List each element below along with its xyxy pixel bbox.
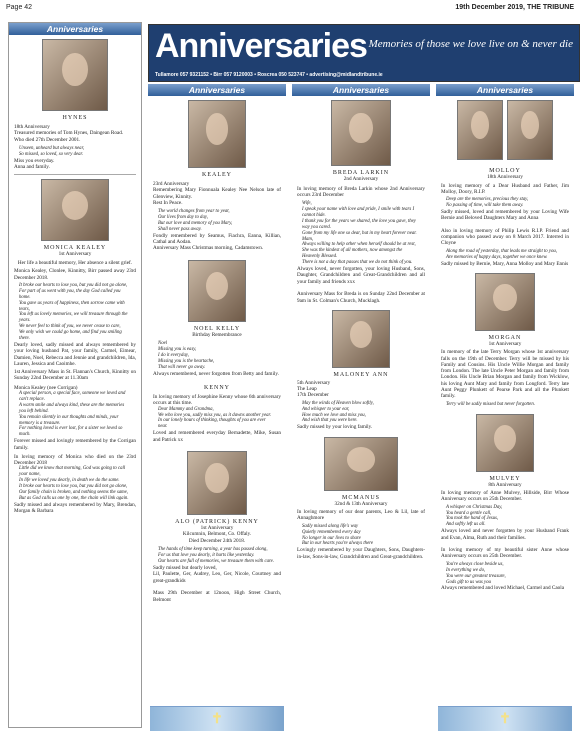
page-number: Page 42 (6, 4, 33, 11)
name-kealey: KEALEY (202, 172, 232, 178)
verse3-monica-5: But as God calls us one by one, the chain will link again. (19, 496, 129, 501)
verse2-monica-1: A special person, a special face, someone we loved and can't replace. (19, 391, 126, 402)
verse-mulvey-3: You took the hand of Jesus, (446, 516, 499, 522)
text-hynes-3: Who died 27th December 2001. (14, 136, 81, 143)
photo-hynes (42, 39, 108, 111)
name-hynes: HYNES (62, 115, 88, 121)
verse-kenny-2: We who love you, sadly miss you, as it dawns another year. (158, 412, 272, 418)
verse-kealey-3: But our love and memory of you Mary, (158, 221, 233, 226)
body-morgan: In memory of the late Terry Morgan whose 1st anniversary falls on the 19th of December. Terry will be missed by his Family and Cousins. His Uncle Willie Morgan and family from London. The late Uncle Peter Morgan and family from London. His Uncle Brian Morgan and family from Wicklow, his loving Aunt Mary and family from Longford. Terry late Aunt Peggy Plunkett of Pearse Park and all the Plunkett family. (441, 349, 569, 400)
verse-alo-1: The hands of time keep turning, a year has passed along, (158, 547, 268, 553)
text-hynes-1: 18th Anniversary (14, 124, 50, 130)
cross-icon: ✝ (211, 712, 223, 727)
verse-mcmanus-3: No longer in our lives to share (302, 535, 361, 541)
tail2-mulvey: Always remembered and loved Michael, Carmel and Caola (441, 585, 565, 592)
verse-mulvey-2: You heard a gentle call, (446, 510, 492, 516)
tail-alo: Sadly missed but dearly loved, Lil, Paulette, Ger, Audrey, Leo, Ger, Nicole, Courtney and great-grandkids Mass 29th December at 12noon, High Street Church, Belmont (153, 565, 281, 603)
body5-monica: In loving memory of Monica who died on the 23rd December 2018 (14, 453, 136, 467)
verse2-monica-2: A warm smile and always kind, these are the memories you left behind. (19, 402, 125, 414)
sub-mcmanus: 32nd & 13th Anniversary (334, 500, 388, 507)
verse-breda-1: Wife, (302, 201, 312, 207)
verse-kenny-1: Dear Mammy and Grandma, (158, 406, 214, 412)
name-breda: BREDA LARKIN (332, 170, 390, 176)
footer-cross-image-right (438, 706, 572, 731)
verse-monica-2: For part of us went with you, the day God called you home. (19, 288, 121, 300)
body-kenny: In loving memory of Josephine Kenny whose 6th anniversary occurs at this time. (153, 394, 281, 407)
body-monica: Monica Kealey, Clonlee, Kinnitty, Birr passed away 23rd December 2018. (14, 268, 136, 281)
verse-breda-6: Always willing to help other when herself should be at rest, (302, 242, 416, 248)
verse-molloy-2: No passing of time, will take them away. (446, 203, 524, 208)
body-molloy: In loving memory of a Dear Husband and Father, Jim Molloy, Doory, R.I.P. (441, 182, 569, 195)
verse-monica-5: We never feel to think of you, we never cease to care, (19, 324, 121, 330)
sub-molloy: 18th Anniversary (487, 174, 523, 180)
verse-breda-3: I thank you for the years we shared, the love you gave, they way you cared. (302, 218, 416, 230)
photo-row-molloy (436, 96, 574, 164)
tail-breda: Always loved, never forgotten, your loving Husband, Sons, Daughter, Grandchildren and Great-Grandchildren and all your family and friends xxx Anniversary Mass for Breda is on Sunday 22nd December at 9am in St. Colman's Church, Mucklagh. (297, 266, 425, 304)
body-mcmanus: In loving memory of our dear parents, Leo & Lil, late of Annaghmore (297, 509, 425, 522)
verse2-mulvey-4: Gods gift to us was you (446, 579, 491, 585)
tail2-monica: Sadly missed and always remembered by Mary, Brendan, Morgan & Barbara (14, 501, 136, 515)
verse-maloney-4: And wish that you were here. (302, 418, 358, 424)
sub-noel: Birthday Remembrance (192, 331, 242, 338)
name-monica: MONICA KEALEY (43, 245, 107, 252)
page-header-bar (0, 0, 580, 16)
verse-kealey-2: Our lives from day to day, (158, 215, 208, 221)
divider (14, 174, 136, 175)
masthead-contact: Tullamore 057 9321152 • Birr 057 9120003 • Roscrea 050 523747 • advertising@midlandtribune.ie (155, 72, 383, 78)
verse-mcmanus-4: But in our hearts you're always there (302, 541, 374, 547)
verse-monica-1: It broke our hearts to lose you, but you did not go alone, (19, 282, 128, 288)
verse-noel-4: Missing you is the heartache, (158, 358, 215, 364)
verse-maloney-2: And whisper to your ear, (302, 406, 350, 412)
body-mulvey: In loving memory of Anne Mulvey, Hillside, Birr Whose Anniversary occurs on 25th December. (441, 490, 569, 503)
verse-kealey-1: The world changes from year to year, (158, 209, 230, 215)
section-label: Anniversaries (9, 23, 141, 35)
sub-morgan: 1st Anniversary (488, 340, 522, 347)
photo-maloney (332, 310, 390, 368)
verse2-monica-4: For nothing loved is ever lost, for a sister we loved so much. (19, 426, 123, 438)
verse-monica-3: You gave us years of happiness, then sorrow came with tears, (19, 300, 125, 312)
verse-noel-2: Missing you is easy, (158, 347, 197, 353)
photo-morgan (475, 273, 535, 331)
masthead-title: Anniversaries (155, 27, 367, 65)
verse-mulvey-4: And softly left us all. (446, 522, 486, 528)
name-mcmanus: MCMANUS (341, 494, 380, 501)
tail2-molloy: Sadly missed by Bernie, Mary, Anna Molloy and Mary Ennis (441, 260, 569, 267)
verse2-monica-3: You remain silently in our thoughts and minds, your memory is a treasure. (19, 414, 119, 426)
column-left (8, 22, 142, 728)
name-molloy: MOLLOY (489, 168, 521, 174)
verse-mcmanus-2: Quietly remembered every day (302, 529, 361, 535)
verse-molloy-1: Deep are the memories, precious they stay, (446, 197, 529, 203)
sub-monica: 1st Anniversary (58, 251, 92, 258)
photo-mcmanus (324, 437, 398, 491)
verse-breda-8: There is not a day that passes that we do not think of you. (302, 260, 413, 266)
name-morgan: MORGAN (488, 334, 522, 341)
section-label: Anniversaries (292, 84, 430, 96)
verse-hynes-2: So missed, so loved, so very dear. (19, 151, 84, 157)
verse3-monica-4: Our family chain is broken, and nothing seems the same, (19, 490, 128, 496)
photo-noel (188, 260, 246, 322)
body-breda: In loving memory of Breda Larkin whose 2nd Anniversary occurs 23rd December (297, 185, 425, 198)
verse-breda-4: Gone from my life one so dear, but in my heart forever near. (302, 230, 417, 236)
cross-icon: ✝ (499, 712, 511, 727)
verse-mulvey-1: A whisper on Christmas Day, (446, 504, 503, 510)
verse3-monica-1: Little did we know that morning, God was going to call your name, (19, 466, 126, 478)
photo-molloy-2 (507, 100, 553, 160)
line-monica: Her life a beautiful memory, Her absence a silent grief. (17, 259, 133, 266)
name-mulvey: MULVEY (489, 475, 521, 482)
sub-breda: 2nd Anniversary (343, 176, 379, 182)
verse-alo-2: For us that love you dearly, it hurts like yesterday. (158, 553, 255, 559)
tail-molloy: Sadly missed, loved and remembered by your Loving Wife Bernie and Beloved Daughters Mary and Anna Also in loving memory of Philip Lewis R.I.P. Friend and companion who passed away on 8 March 2017. Interred in Cloyne (441, 208, 569, 247)
photo-kealey (188, 100, 246, 168)
verse-breda-5: Mam, (302, 236, 314, 242)
verse2-mulvey-3: You were our greatest treasure, (446, 573, 506, 579)
verse-monica-6: We only wish we could go home, and find you smiling there. (19, 330, 122, 342)
verse-maloney-3: How much we love and miss you, (302, 412, 366, 418)
verse-noel-5: That will never go away. (158, 364, 206, 370)
name-maloney: MALONEY ANN (333, 371, 389, 378)
footer-cross-image-left (150, 706, 284, 731)
verse-breda-2: I speak your name with love and pride, I smile with tears I cannot hide. (302, 207, 415, 218)
issue-date: 19th December 2019, THE TRIBUNE (455, 4, 574, 11)
verse2-molloy-2: Are memories of happy days, together we once knew. (446, 254, 548, 260)
body3-monica: 1st Anniversary Mass in St. Flannan's Church, Kinnitty on Sunday 22nd December at 11.30am (14, 369, 136, 382)
verse-monica-4: You left us lovely memories, we will treasure through the years. (19, 312, 128, 324)
sub-alo: 1st Anniversary Kilcumnin, Belmont, Co. Offaly. Died December 24th 2018. (182, 524, 252, 544)
verse-alo-3: Our hearts are full of memories, we treasure them with care. (158, 559, 275, 565)
verse-hynes-1: Unseen, unheard but always near, (19, 145, 85, 151)
column-2 (148, 84, 286, 710)
tail-mulvey: Always loved and never forgotten by your Husband Frank and Evan, Alma, Ruth and their families. In loving memory of my beautiful sister Anne whose Anniversary occurs on 25th December. (441, 528, 569, 560)
photo-mulvey (476, 414, 534, 472)
name-alo: ALO (PATRICK) KENNY (175, 518, 259, 525)
section-label: Anniversaries (148, 84, 286, 96)
masthead-tagline: Memories of those we love live on & never die (368, 38, 573, 50)
tail-hynes-2: Anna and family. (14, 164, 50, 170)
text-hynes-2: Treasured memories of Tom Hynes, Daingean Road. (14, 130, 124, 137)
verse-maloney-1: May the winds of Heaven blow softly, (302, 400, 374, 406)
tail-mcmanus: Lovingly remembered by your Daughters, Sons, Daughters-in-law, Sons-in-law, Grandchildren and Great-grandchildren. (297, 547, 425, 560)
tail-monica: Forever missed and lovingly remembered by the Corrigan family. (14, 438, 136, 451)
tail-maloney: Sadly missed by your loving family. (297, 424, 373, 431)
photo-monica (41, 179, 109, 241)
body2-monica: Dearly loved, sadly missed and always remembered by your loving husband Pat, your family, Carmel, Eimear, Damien, Noel, Rebecca and Jennie and grandchildren, Ida, Lauren, Jessica and Caoimhe. (14, 341, 136, 367)
tail-kenny: Loved and remembered everyday Bernadette, Mike, Susan and Patrick xx (153, 430, 281, 443)
verse-morgan-1: Terry will be sadly missed but never forgotten. (446, 401, 535, 407)
verse-kenny-3: In our lonely hours of thinking, thoughts of you are ever near. (158, 418, 266, 430)
verse3-monica-2: In life we loved you dearly, in death we do the same. (19, 478, 120, 484)
verse3-monica-3: It broke our hearts to lose you, but you did not go alone, (19, 484, 128, 490)
verse2-mulvey-1: You're always close beside us, (446, 561, 504, 567)
name-kenny: KENNY (204, 385, 230, 392)
verse2-mulvey-2: In everything we do, (446, 567, 486, 573)
body4-monica: Monica Kealey (nee Corrigan) (14, 384, 78, 391)
sub-mulvey: 8th Anniversary (488, 481, 522, 488)
column-4 (436, 84, 574, 684)
masthead (148, 24, 580, 82)
sub-maloney: 5th Anniversary The Leap 17th December (297, 379, 331, 399)
tail-kealey: Fondly remembered by Seamus, Fiachra, Eanna, Killian, Cathal and Aodan. Anniversary Mass Christmas morning, Cadamstown. (153, 232, 281, 252)
verse-mcmanus-1: Sadly missed along life's way (302, 523, 359, 529)
body-kealey: 23rd Anniversary Remembering Mary Fionnuala Kealey Nee Nelson late of Glenview, Kinnity. Rest In Peace. (153, 181, 281, 206)
verse-kealey-4: Shall never pass away. (158, 226, 202, 232)
verse2-molloy-1: Along the road of yesterday, that leads me straight to you, (446, 248, 558, 254)
column-3 (292, 84, 430, 684)
section-label: Anniversaries (436, 84, 574, 96)
verse-noel-3: I do it everyday, (158, 353, 189, 359)
tail-noel: Always remembered, never forgotten from Betty and family. (153, 370, 279, 377)
photo-alo (187, 451, 247, 515)
verse-breda-7: She was the kindest of all mothers, now amongst the Heavenly Blessed. (302, 248, 403, 260)
tail-hynes-1: Miss you everyday. (14, 157, 55, 164)
verse-noel-1: Noel (158, 341, 168, 347)
name-noel: NOEL KELLY (193, 325, 241, 332)
photo-breda (331, 100, 391, 166)
photo-molloy-1 (457, 100, 503, 160)
